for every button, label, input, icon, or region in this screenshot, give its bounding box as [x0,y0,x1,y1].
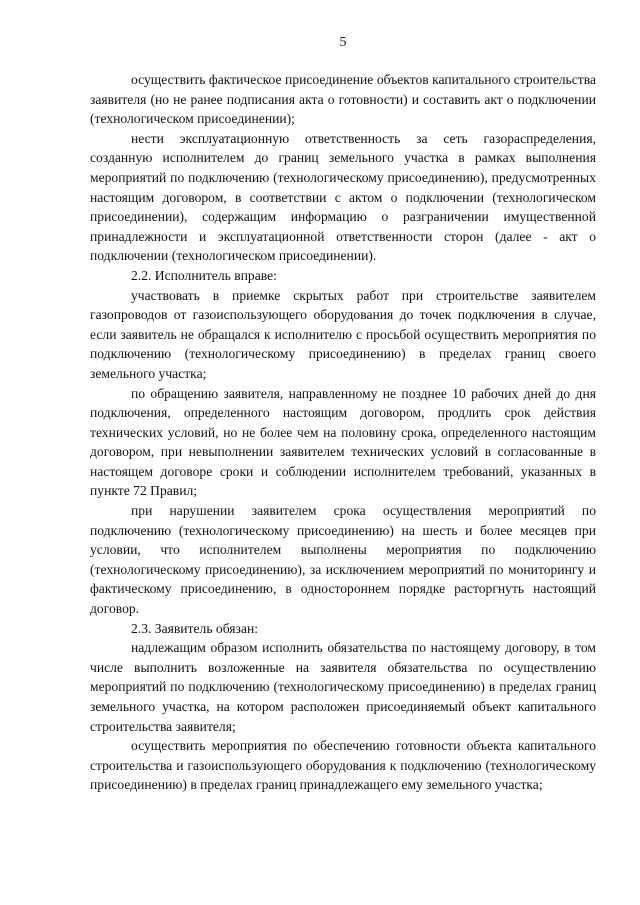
paragraph-hidden-works: участвовать в приемке скрытых работ при строительстве заявителем газопроводов от газоиспользующего оборудования до точек подключения в случае, если заявитель не обращался к исполнителю с просьбой осуществить мероприятия по подключению (технологическому присоединению) в пределах границ своего земельного участка; [90,287,596,381]
section-heading-2-3: 2.3. Заявитель обязан: [131,620,259,636]
paragraph-extend-conditions: по обращению заявителя, направленному не позднее 10 рабочих дней до дня подключения, определенного настоящим договором, продлить срок действия технических условий, но не более чем на половину срока, определенного настоящим договором, при невыполнении заявителем технических условий в согласованные в настоящем договоре сроки и соблюдении исполнителем требований, указанных в пункте 72 Правил; [90,385,596,499]
section-heading-2-2: 2.2. Исполнитель вправе: [131,267,277,283]
page-number: 5 [339,35,347,50]
paragraph-terminate-contract: при нарушении заявителем срока осуществления мероприятий по подключению (технологическому присоединению) на шесть и более месяцев при условии, что исполнителем выполнены мероприятия по подключению (технологическому присоединению), за исключением мероприятий по мониторингу и фактическому присоединению, в одностороннем порядке расторгнуть настоящий договор. [90,503,596,617]
paragraph-readiness-measures: осуществить мероприятия по обеспечению готовности объекта капитального строительства и газоиспользующего оборудования к подключению (технологическому присоединению) в пределах границ принадлежащего ему земельного участка; [90,738,596,793]
paragraph-connection-act: осуществить фактическое присоединение объектов капитального строительства заявителя (но не ранее подписания акта о готовности) и составить акт о подключении (технологическом присоединении); [90,72,596,127]
document-page [90,34,596,795]
paragraph-fulfil-obligations: надлежащим образом исполнить обязательства по настоящему договору, в том числе выполнить возложенные на заявителя обязательства по осуществлению мероприятий по подключению (технологическому присоединению) в пределах границ земельного участка, на котором расположен присоединяемый объект капитального строительства заявителя; [90,640,596,734]
paragraph-operational-responsibility: нести эксплуатационную ответственность за сеть газораспределения, созданную исполнителем до границ земельного участка в рамках выполнения мероприятий по подключению (технологическому присоединению), предусмотренных настоящим договором, в соответствии с актом о подключении (технологическом присоединении), содержащим информацию о разграничении имущественной принадлежности и эксплуатационной ответственности сторон (далее - акт о подключении (технологическом присоединении). [90,130,596,264]
